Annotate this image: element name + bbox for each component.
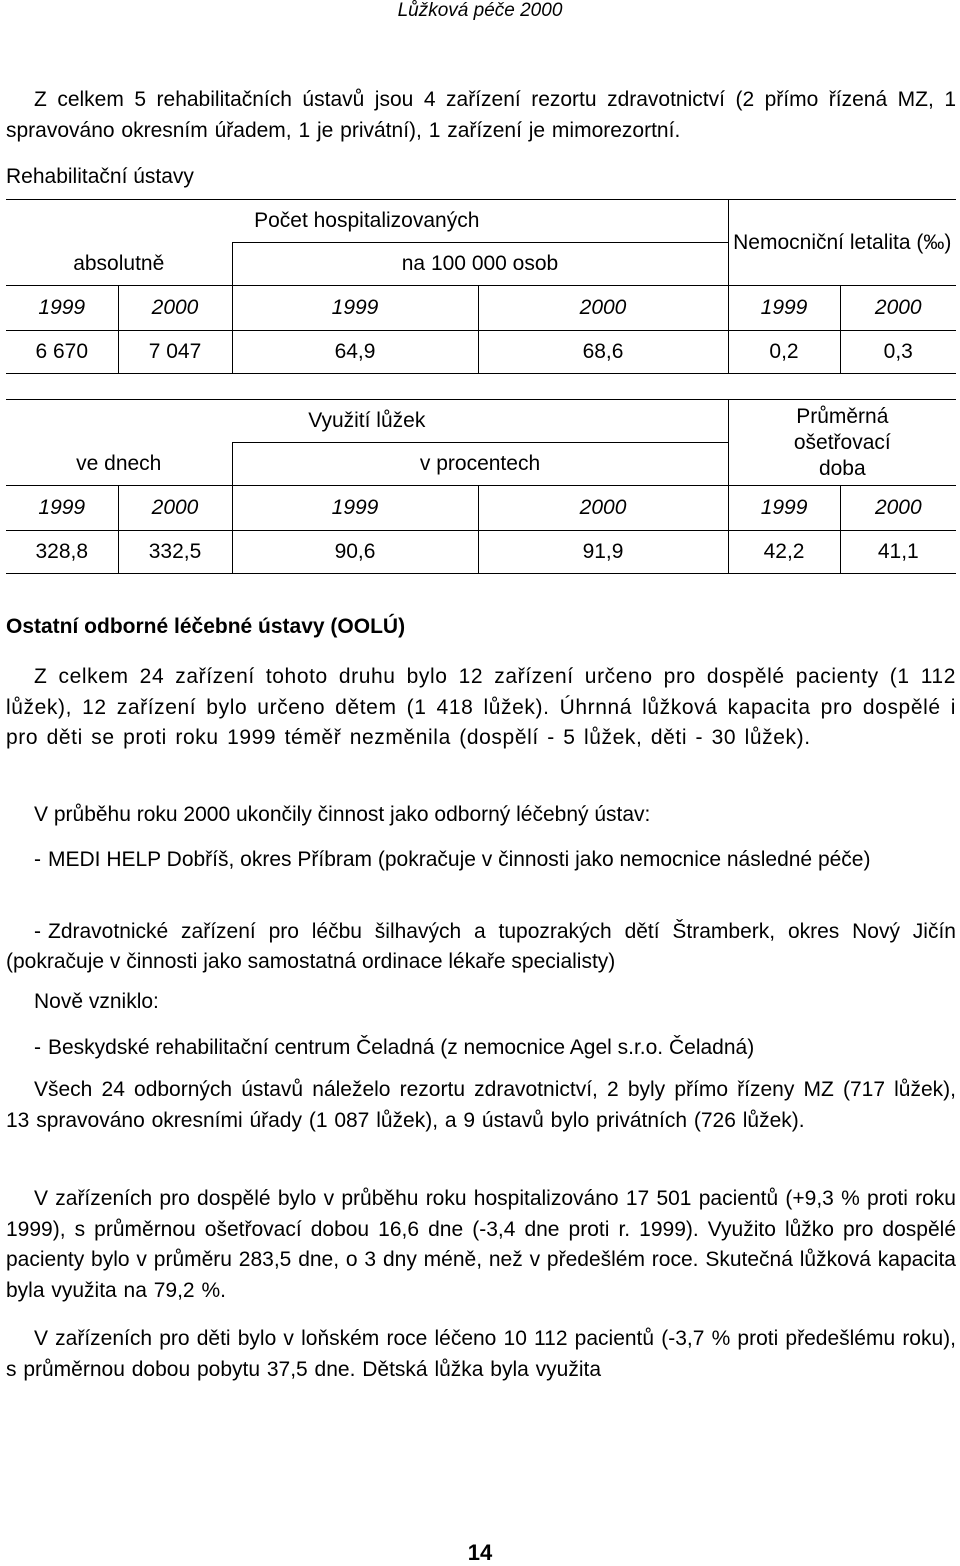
closed-item-2-text: Zdravotnické zařízení pro léčbu šilhavých a tupozrakých dětí Štramberk, okres Nový Jičín (pokračuje v činnosti jako samostatná ordinace lékaře specialisty)	[6, 920, 956, 973]
header-avg-treatment: Průměrná ošetřovací doba	[728, 400, 956, 486]
list-dash: -	[34, 1036, 41, 1059]
header-days: ve dnech	[6, 443, 232, 486]
value-cell: 0,3	[883, 340, 913, 363]
header-percent: v procentech	[232, 443, 728, 486]
oolu-paragraph-2-text: Všech 24 odborných ústavů náleželo rezortu zdravotnictví, 2 byly přímo řízeny MZ (717 lůžek), 13 spravováno okresními úřady (1 087 lůžek), a 9 ústavů bylo privátních (726 lůžek).	[6, 1078, 956, 1132]
year-cell: 2000	[478, 486, 728, 531]
value-cell: 41,1	[877, 540, 919, 563]
page-number: 14	[467, 1540, 493, 1565]
value-cell: 90,6	[232, 531, 478, 574]
value-cell: 328,8	[6, 531, 118, 574]
year-cell: 2000	[874, 496, 922, 519]
group-header-hospitalized: Počet hospitalizovaných	[6, 200, 728, 243]
year-cell: 2000	[478, 286, 728, 331]
intro-paragraph	[6, 85, 956, 146]
year-cell: 1999	[728, 286, 840, 331]
new-intro: Nově vzniklo:	[34, 990, 159, 1013]
year-cell: 1999	[232, 486, 478, 531]
new-item-1	[6, 1033, 956, 1063]
value-cell: 332,5	[118, 531, 232, 574]
year-cell: 1999	[232, 286, 478, 331]
year-cell: 1999	[728, 486, 840, 531]
oolu-paragraph-3	[6, 1184, 956, 1306]
value-cell: 42,2	[728, 531, 840, 574]
list-dash: -	[34, 848, 41, 871]
oolu-paragraph-4	[6, 1324, 956, 1385]
new-item-1-text: Beskydské rehabilitační centrum Čeladná (z nemocnice Agel s.r.o. Čeladná)	[48, 1036, 755, 1059]
oolu-paragraph-1	[6, 662, 956, 754]
year-cell: 2000	[118, 286, 232, 331]
group-header-bed-usage: Využití lůžek	[6, 400, 728, 443]
oolu-heading: Ostatní odborné léčebné ústavy (OOLÚ)	[6, 615, 406, 638]
value-cell: 6 670	[6, 331, 118, 374]
section-label-rehab: Rehabilitační ústavy	[6, 165, 194, 188]
header-absolute: absolutně	[6, 243, 232, 286]
value-cell: 68,6	[478, 331, 728, 374]
oolu-paragraph-3-text: V zařízeních pro dospělé bylo v průběhu roku hospitalizováno 17 501 pacientů (+9,3 % proti roku 1999), s průměrnou ošetřovací dobou 16,6 dne (-3,4 dne proti r. 1999). Využito lůžko pro dospělé pacienty bylo v průměru 283,5 dne, o 3 dny méně, než v předešlém roce. Skutečná lůžková kapacita byla využita na 79,2 %.	[6, 1187, 956, 1302]
value-cell: 7 047	[118, 331, 232, 374]
header-per-100k: na 100 000 osob	[232, 243, 728, 286]
header-letality: Nemocniční letalita (‰)	[728, 200, 956, 286]
rehab-bed-usage-table	[6, 399, 956, 574]
value-cell: 91,9	[478, 531, 728, 574]
closed-item-1-text: MEDI HELP Dobříš, okres Příbram (pokračuje v činnosti jako nemocnice následné péče)	[48, 848, 871, 871]
list-dash: -	[34, 920, 41, 943]
oolu-paragraph-2	[6, 1075, 956, 1136]
year-cell: 2000	[874, 296, 922, 319]
year-cell: 1999	[6, 486, 118, 531]
oolu-paragraph-4-text: V zařízeních pro děti bylo v loňském roce léčeno 10 112 pacientů (-3,7 % proti předešlému roku), s průměrnou dobou pobytu 37,5 dne. Dětská lůžka byla využita	[6, 1327, 956, 1381]
value-cell: 64,9	[232, 331, 478, 374]
closed-item-1	[6, 845, 956, 875]
intro-text: Z celkem 5 rehabilitačních ústavů jsou 4 zařízení rezortu zdravotnictví (2 přímo řízená MZ, 1 spravováno okresním úřadem, 1 je privátní), 1 zařízení je mimorezortní.	[6, 88, 956, 142]
closed-item-2	[6, 917, 956, 977]
year-cell: 2000	[118, 486, 232, 531]
running-title: Lůžková péče 2000	[397, 0, 563, 21]
value-cell: 0,2	[728, 331, 840, 374]
year-cell: 1999	[6, 286, 118, 331]
oolu-paragraph-1-text: Z celkem 24 zařízení tohoto druhu bylo 12 zařízení určeno pro dospělé pacienty (1 112 lůžek), 12 zařízení bylo určeno dětem (1 418 lůžek). Úhrnná lůžková kapacita pro dospělé i pro děti se proti roku 1999 téměř nezměnila (dospělí - 5 lůžek, děti - 30 lůžek).	[6, 665, 956, 749]
rehab-hospitalization-table	[6, 199, 956, 374]
closed-intro: V průběhu roku 2000 ukončily činnost jako odborný léčebný ústav:	[34, 803, 651, 826]
